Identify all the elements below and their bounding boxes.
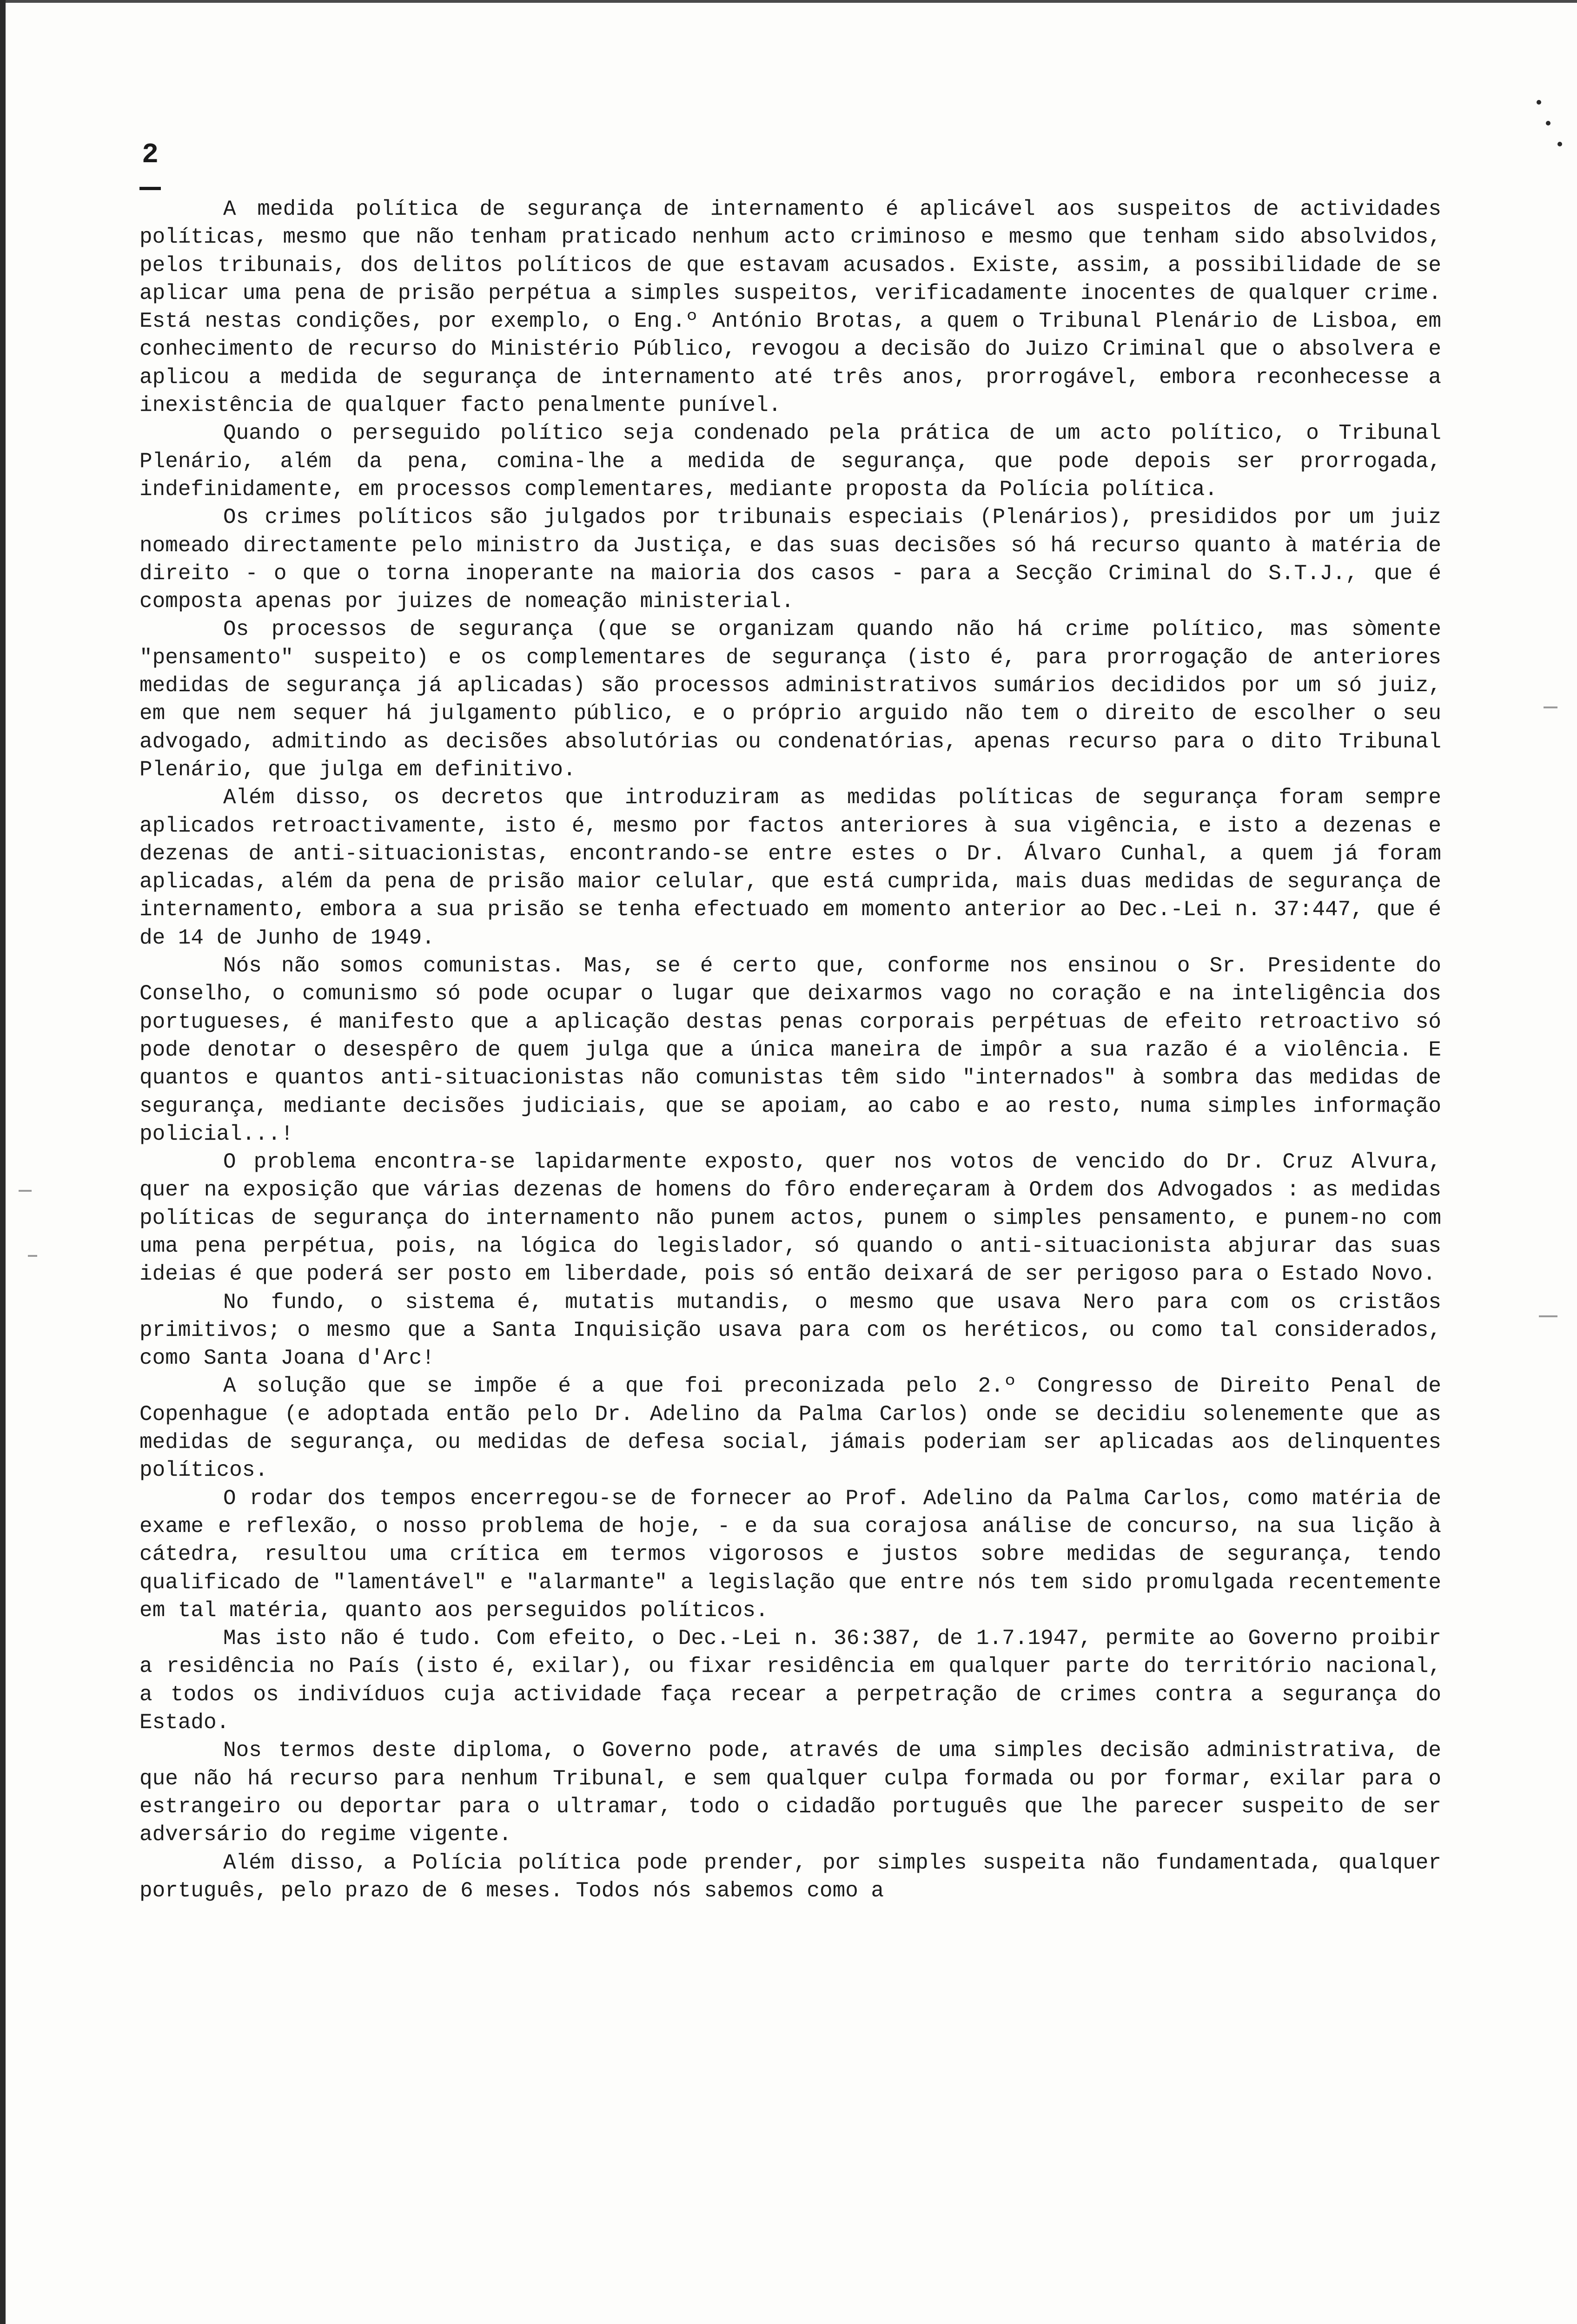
scan-speck <box>19 1190 32 1192</box>
scan-mark <box>1546 121 1550 125</box>
paragraph: Nós não somos comunistas. Mas, se é certo que, conforme nos ensinou o Sr. Presidente do Conselho, o comunismo só pode ocupar o lugar que deixarmos vago no coração e na inteligência dos portugueses, é manifesto que a aplicação destas penas corporais perpétuas de efeito retroactivo só pode denotar o desespêro de quem julga que a única maneira de impôr a sua razão é a violência. E quantos e quantos anti-situacionistas não comunistas têm sido "internados" à sombra das medidas de segurança, mediante decisões judiciais, que se apoiam, ao cabo e ao resto, numa simples informação policial...! <box>139 954 1441 1146</box>
scan-speck <box>28 1255 37 1257</box>
paragraph: A medida política de segurança de internamento é aplicável aos suspeitos de actividades políticas, mesmo que não tenham praticado nenhum acto criminoso e mesmo que tenham sido absolvidos, pelos tribunais, dos delitos políticos de que estavam acusados. Existe, assim, a possibilidade de se aplicar uma pena de prisão perpétua a simples suspeitos, verificadamente inocentes de qualquer crime. Está nestas condições, por exemplo, o Eng.º António Brotas, a quem o Tribunal Plenário de Lisboa, em conhecimento de recurso do Ministério Público, revogou a decisão do Juizo Criminal que o absolvera e aplicou a medida de segurança de internamento até três anos, prorrogável, embora reconhecesse a inexistência de qualquer facto penalmente punível. <box>139 197 1441 418</box>
page-number: 2 <box>142 139 159 171</box>
paragraph: Além disso, os decretos que introduziram as medidas políticas de segurança foram sempre aplicados retroactivamente, isto é, mesmo por factos anteriores à sua vigência, e isto a dezenas e dezenas de anti-situacionistas, encontrando-se entre estes o Dr. Álvaro Cunhal, a quem já foram aplicadas, além da pena de prisão maior celular, que está cumprida, mais duas medidas de segurança de internamento, embora a sua prisão se tenha efectuado em momento anterior ao Dec.-Lei n. 37:447, que é de 14 de Junho de 1949. <box>139 786 1441 950</box>
scan-edge-left <box>0 0 6 2324</box>
scan-mark <box>1557 142 1562 146</box>
scan-edge-top <box>0 0 1577 3</box>
scan-speck <box>1544 706 1557 708</box>
paragraph: Além disso, a Polícia política pode prender, por simples suspeita não fundamentada, qualquer português, pelo prazo de 6 meses. Todos nós sabemos como a <box>139 1850 1441 1903</box>
scan-mark <box>1537 100 1541 105</box>
paragraph: O rodar dos tempos encerregou-se de fornecer ao Prof. Adelino da Palma Carlos, como matéria de exame e reflexão, o nosso problema de hoje, - e da sua corajosa análise de concurso, na sua lição à cátedra, resultou uma crítica em termos vigorosos e justos sobre medidas de segurança, tendo qualificado de "lamentável" e "alarmante" a legislação que entre nós tem sido promulgada recentemente em tal matéria, quanto aos perseguidos políticos. <box>139 1486 1441 1623</box>
paragraph: O problema encontra-se lapidarmente exposto, quer nos votos de vencido do Dr. Cruz Alvura, quer na exposição que várias dezenas de homens do fôro endereçaram à Ordem dos Advogados : as medidas políticas de segurança do internamento não punem actos, punem o simples pensamento, e punem-no com uma pena perpétua, pois, na lógica do legislador, só quando o anti-situacionista abjurar das suas ideias é que poderá ser posto em liberdade, pois só então deixará de ser perigoso para o Estado Novo. <box>139 1150 1441 1287</box>
body-text <box>139 195 1441 1905</box>
scan-speck <box>1539 1315 1557 1317</box>
paragraph: Quando o perseguido político seja condenado pela prática de um acto político, o Tribunal Plenário, além da pena, comina-lhe a medida de segurança, que pode depois ser prorrogada, indefinidamente, em processos complementares, mediante proposta da Polícia política. <box>139 421 1441 502</box>
paragraph: Os crimes políticos são julgados por tribunais especiais (Plenários), presididos por um juiz nomeado directamente pelo ministro da Justiça, e das suas decisões só há recurso quanto à matéria de direito - o que o torna inoperante na maioria dos casos - para a Secção Criminal do S.T.J., que é composta apenas por juizes de nomeação ministerial. <box>139 505 1441 614</box>
paragraph: Nos termos deste diploma, o Governo pode, através de uma simples decisão administrativa, de que não há recurso para nenhum Tribunal, e sem qualquer culpa formada ou por formar, exilar para o estrangeiro ou deportar para o ultramar, todo o cidadão português que lhe parecer suspeito de ser adversário do regime vigente. <box>139 1738 1441 1847</box>
paragraph: Os processos de segurança (que se organizam quando não há crime político, mas sòmente "pensamento" suspeito) e os complementares de segurança (isto é, para prorrogação de anteriores medidas de segurança já aplicadas) são processos administrativos sumários decididos por um só juiz, em que nem sequer há julgamento público, e o próprio arguido não tem o direito de escolher o seu advogado, admitindo as decisões absolutórias ou condenatórias, apenas recurso para o dito Tribunal Plenário, que julga em definitivo. <box>139 617 1441 782</box>
page-number-dash <box>139 187 161 190</box>
paragraph: Mas isto não é tudo. Com efeito, o Dec.-Lei n. 36:387, de 1.7.1947, permite ao Governo proibir a residência no País (isto é, exilar), ou fixar residência em qualquer parte do território nacional, a todos os indivíduos cuja actividade faça recear a perpetração de crimes contra a segurança do Estado. <box>139 1626 1441 1735</box>
paragraph: No fundo, o sistema é, mutatis mutandis, o mesmo que usava Nero para com os cristãos primitivos; o mesmo que a Santa Inquisição usava para com os heréticos, ou como tal considerados, como Santa Joana d'Arc! <box>139 1290 1441 1371</box>
paragraph: A solução que se impõe é a que foi preconizada pelo 2.º Congresso de Direito Penal de Copenhague (e adoptada então pelo Dr. Adelino da Palma Carlos) onde se decidiu solenemente que as medidas de segurança, ou medidas de defesa social, jámais poderiam ser aplicadas aos delinquentes políticos. <box>139 1374 1441 1483</box>
